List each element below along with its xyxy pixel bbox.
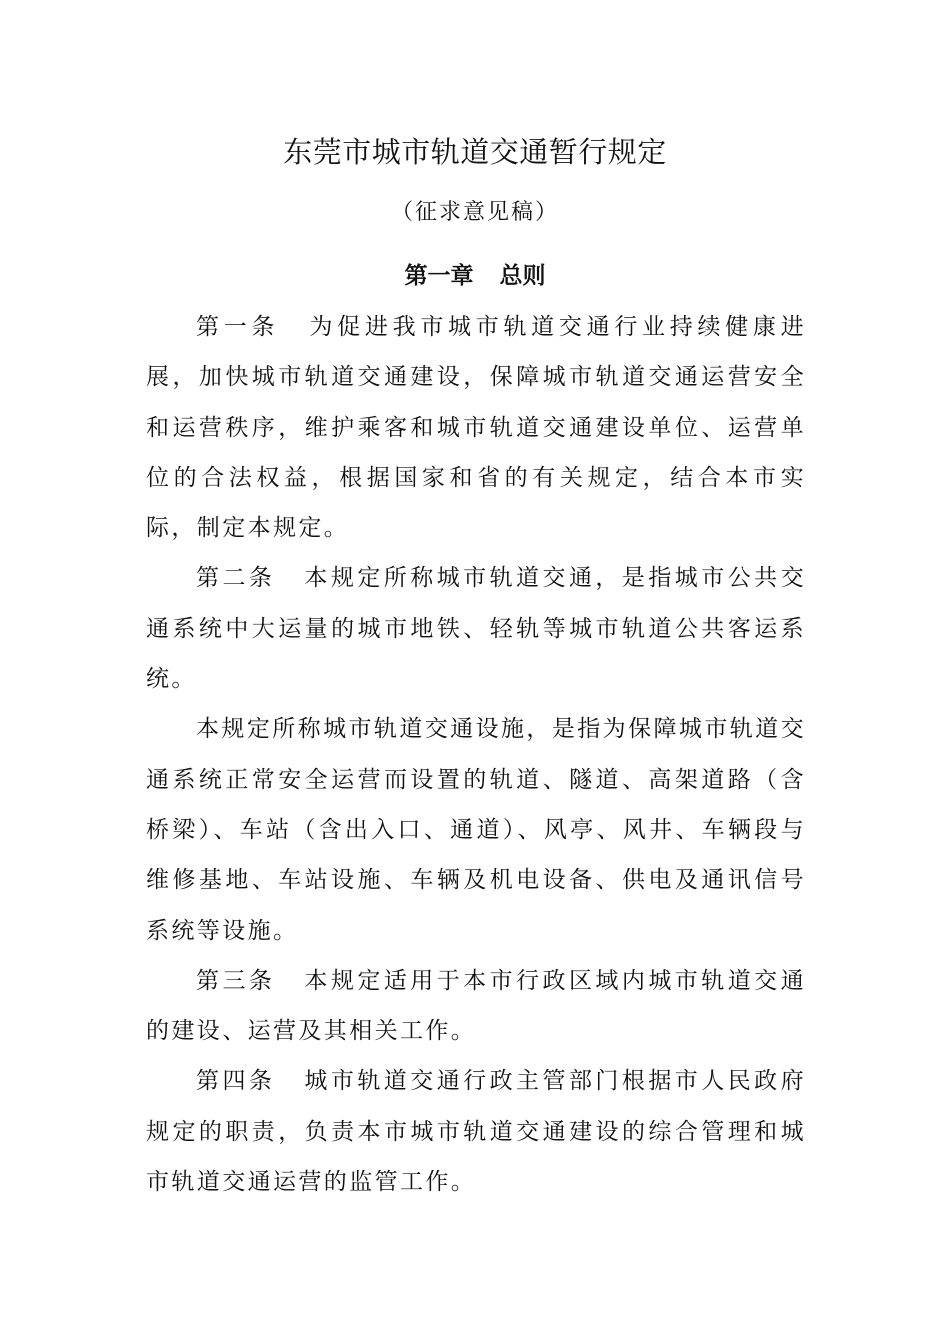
article-4	[146, 1056, 806, 1207]
article-text: 本规定适用于本市行政区域内城市轨道交通的建设、运营及其相关工作。	[146, 967, 807, 1045]
document-title: 东莞市城市轨道交通暂行规定	[283, 135, 667, 169]
article-2	[146, 553, 806, 704]
chapter-name: 总则	[499, 263, 546, 289]
article-text: 为促进我市城市轨道交通行业持续健康进展，加快城市轨道交通建设，保障城市轨道交通运营安全和运营秩序，维护乘客和城市轨道交通建设单位、运营单位的合法权益，根据国家和省的有关规定，结合本市实际，制定本规定。	[146, 314, 807, 542]
article-1	[146, 302, 806, 553]
article-label: 第一条	[196, 314, 280, 340]
article-label: 第四条	[196, 1068, 276, 1095]
chapter-heading	[0, 252, 950, 300]
article-3	[146, 956, 806, 1057]
article-label: 第三条	[196, 967, 276, 994]
document-body	[146, 302, 806, 1207]
document-subtitle: （征求意见稿）	[390, 200, 559, 225]
article-text: 本规定所称城市轨道交通设施，是指为保障城市轨道交通系统正常安全运营而设置的轨道、隧道、高架道路（含桥梁）、车站（含出入口、通道）、风亭、风井、车辆段与维修基地、车站设施、车辆及机电设备、供电及通讯信号系统等设施。	[146, 716, 806, 944]
article-2-paragraph-2	[146, 704, 806, 955]
article-text: 城市轨道交通行政主管部门根据市人民政府规定的职责，负责本市城市轨道交通建设的综合管理和城市轨道交通运营的监管工作。	[146, 1068, 807, 1196]
chapter-number: 第一章	[404, 263, 474, 289]
article-label: 第二条	[196, 565, 276, 592]
article-text: 本规定所称城市轨道交通，是指城市公共交通系统中大运量的城市地铁、轻轨等城市轨道公共客运系统。	[146, 565, 807, 693]
